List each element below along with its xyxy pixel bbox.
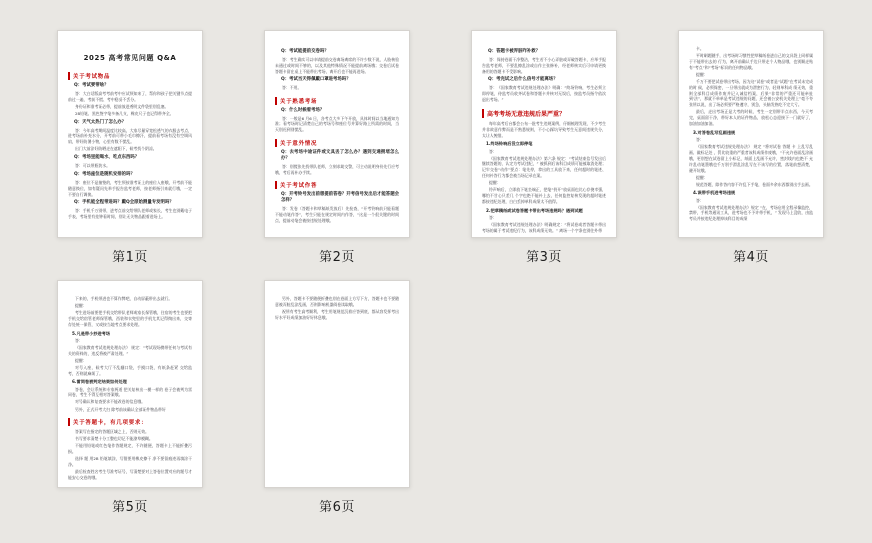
- document-page-2[interactable]: [264, 30, 410, 238]
- body-text: 最后检查姓名考生号准考证号，写清楚要对上答卷位置对应的题号才能安心交卷的哦。: [68, 468, 192, 480]
- body-text: 祝所有考生高考顺利，考生用笔规范沉着应答到底，都从容发挥考出好水平好成绩加油好好休息哦。: [275, 308, 399, 320]
- numbered-point: 2.把草稿纸或试卷答题卡带出考场违规吗？遇到试题: [486, 207, 583, 213]
- question-line: Q：考场座位是随机安排的吗？: [74, 171, 135, 177]
- section-heading: 关于答题卡，有几项要求：: [68, 418, 192, 426]
- body-text: 选择 题 用2B 铅笔填涂，写错要用橡皮擦干 净不要留痕迹再填涂干净。: [68, 455, 192, 467]
- section-heading: 关于考试作答: [275, 181, 399, 189]
- question-line: Q：考试要带啥？: [74, 83, 109, 88]
- body-text: 另外，正式开考大扫 除考前该确认全部证件物品带好: [75, 406, 166, 412]
- page-thumbnail-1: [57, 30, 203, 265]
- page-thumbnail-6: [264, 280, 410, 515]
- body-text: 提醒：: [75, 303, 87, 309]
- section-heading: 关于意外情况: [275, 139, 399, 147]
- question-line: Q：考完试之后什么信号才能离场？: [488, 77, 558, 83]
- document-page-3[interactable]: [471, 30, 617, 238]
- body-text: 另外，答题卡不要随便折叠也别在卷面上方写下方，答题卡也不要随意被弄脏乱涂乱画，否则影响机器阅卷读取哦。: [275, 296, 399, 307]
- page-label-4: 第4页: [733, 250, 769, 265]
- body-text: 答：保持卷面干净整洁，考生若不小心弄脏或弄破答题卡，应举手报告监考老师，不要乱擦乱涂或自作主张修补，经老师核实后可申请更换备用的答题卡不受影响。: [482, 56, 606, 74]
- body-text: 答：可以带瓶装水。: [75, 163, 111, 169]
- body-text: 《国家教育考试违规处理办法》 规定 “将对试卷 答题 卡 上乱写乱 画、做标记处 ，罚比较重的严重者该科成绩作废哦，“不允许卷面乱涂画 哦，更别想在试卷留上小标记，纸面上乱画不允许，密封线内也绝不 允许乱动笔墨哦也千万别手滑乱涂乱写在不该写的位置，落笔前想清楚，避开坑哦。: [689, 144, 813, 173]
- question-line: Q：答题卡被弄脏咋补救？: [488, 49, 541, 54]
- document-page-5[interactable]: [57, 280, 203, 488]
- body-text: 考生进场前要把手机交给带队老师或家长保管哦，住宿的考生也要把手机交给宿管老师保管哦，西装和衣兜里的手机尤其记得掏出来，交寄存处统一保管，又或按当地考点要求处理。: [68, 310, 192, 327]
- body-text: 千万不要把试卷带出考场，因为这“试卷”或者是“试题”在考试未完成的时 候，必须保密，一旦带出就成为泄密行为，轻则单科成 绩无效，重则全部科目成绩作废并记入诚信档案，后果“非常的严重还可能牵扯到'法”，那就不单单是考试违规的问题，还会被公安机关处理上”毫不夸张所以说，出了场必须要严格遵守，别急，头脑发热吃不完大亏。: [689, 78, 813, 108]
- page-label-5: 第5页: [112, 500, 148, 515]
- question-line: Q：考场里能喝水、吃点东西吗？: [74, 155, 140, 161]
- body-text: 答：: [696, 197, 704, 203]
- body-text: 下来的，手机带进也不算作弊吧，自动屏蔽带出去就行。: [75, 296, 173, 301]
- page-thumbnail-4: [678, 30, 824, 265]
- body-text: 答：今年高考期间温度比较高，大家尽量穿宽松透气的衣服去考点，进考场前补充水分，开考前可带小毛巾擦汗，提前看考场有没有空调风扇，带好防暑小物，心里有数不慌乱。: [68, 127, 192, 145]
- question-line: Q：手机能全程带进吗？戴Q全原始测量专发明吗？: [74, 200, 174, 206]
- page-label-6: 第6页: [319, 500, 355, 515]
- document-page-1[interactable]: [57, 30, 203, 238]
- body-text: 《国家教育考试违规处理办法》规定 “在，考场启用全程录像监控，禁带，手机等通讯工具，进考场也不予许带手机，” 发现马上没收，由监考员并按违纪处理掉该科目的成绩: [689, 204, 813, 222]
- page-thumbnail-3: [471, 30, 617, 265]
- body-text: 《国家教育考试违规处理办法》 规定：“考试现场携带任何与考试有关的资料的，违反将被严肃处理。”: [68, 344, 192, 356]
- body-text: 答：大白话版高考考前考中应试须知来了，帮你和孩子把关键节点提前过一遍，考前不慌、考中稳妥不丢分。: [68, 90, 192, 102]
- body-text: 出门大前涂好防晒走在遮阳下，候考找个阴凉。: [75, 146, 157, 152]
- body-text: 书写要求清楚十分工整也切记不能潦草模糊。: [75, 435, 153, 441]
- body-text: 答：《国家教育考试违规处理办法》明确：“终场铃响，考生必须立即停笔，待监考员收齐试卷和答题卡并核对无误后，按监考员指令依次退出考场。”: [482, 85, 606, 103]
- body-text: 对号确认和复查要求不能改卷的信息哦。: [75, 399, 146, 405]
- body-text: 答：: [75, 337, 83, 343]
- body-text: 对号入座，候考大厅不乱翻口袋，手摸口袋，有纸条赶紧 交给监考，否则就麻烦了。: [68, 364, 192, 376]
- body-text: 提醒：: [489, 180, 501, 186]
- body-text: 提醒：: [696, 71, 708, 77]
- numbered-point: 1.终场铃响后没立即停笔: [486, 141, 533, 147]
- body-text: 答：别慌张先找带队老师，立刻求助交警，可主动说明身份先行应考哦，考后再补办手续。: [275, 163, 399, 175]
- body-text: 答：: [489, 214, 497, 220]
- page-label-2: 第2页: [319, 250, 355, 265]
- body-text: 卡。: [696, 46, 704, 51]
- body-text: 答：手机千万别带，进考点前交给带队老师或家长，考生也别戴电子手表，考场里有挂钟看时间，别让无关物品跟着进场上。: [68, 208, 192, 220]
- body-text: 答：发卷（答题卡和草稿纸发放后）先检查，“开考铃响前只能看题不能动笔作答”，考生只能在规定时间内作答，“这是一个很关键的时间点，提前动笔会被按违规处理哦。: [275, 206, 399, 224]
- body-text: 答：考生确实可以申请提前交卷离场离席的不许少数不说，人脸核验未通过或时间不够的，以及其他特殊情况不能提前离场哦；交卷后试卷答题卡留在桌上不能带出考场，离开后也不能再进场。: [275, 56, 399, 74]
- body-text: 答卷，会让系统和专家两道 把关复核出一模一样的 卷子会被判为雷同卷，考生不得互相对答案哦。: [68, 386, 192, 398]
- section-heading: 关于熟悉考场: [275, 97, 399, 105]
- body-text: 身份证和准考证必带，提前放进透明文件袋里别乱塞。: [75, 103, 169, 109]
- body-text: 提醒：: [75, 357, 87, 363]
- body-text: 提醒：: [696, 174, 708, 180]
- question-line: Q：什么时候看考场？: [281, 107, 325, 113]
- numbered-point: 3.对答卷乱写乱画违规: [693, 129, 736, 135]
- body-text: 每年高考后台都会公布一批考生违规案例，仔细梳理发现，不少考生并非故意作弊而是不熟悉规则，不小心踩坑导致考生无意间违规失分，太让人惋惜。: [482, 120, 606, 138]
- body-text: 答：不用。: [282, 85, 302, 91]
- body-text: 不能用铅笔或红色笔作答题规定，不许随便，答题卡上不能折叠污损。: [68, 442, 192, 454]
- body-text: 2B铅笔、黑色签字笔多备几支，橡皮尺子也记得带齐全。: [75, 110, 174, 116]
- body-text: 《国家教育考试违规处理办法》第六条 规定：“考试结束信号发出后继续答题的，认定为考试违纪，” 被抓到后该科目成绩可能被取消处理；记牢交卷“动作”要点：笔先停，拿出的工具放下来，任何超时的笔迹、任何补答行为都会被当场记录在案。: [482, 155, 606, 179]
- body-text: 最后，走出考场正是大考的时候，考生一定别带半点东西，今天考完，桌面留干净，带好本人的证件物品，放松心态迎接下一门就好了，加油加油加油。: [689, 109, 813, 127]
- question-line: Q：开考铃号发出前想提前答卷？开考信号发出后才能答题会怎样？: [281, 192, 399, 204]
- page-thumbnail-2: [264, 30, 410, 265]
- document-page-4[interactable]: [678, 30, 824, 238]
- doc-title: 2025 高考常见问题 Q&A: [83, 54, 177, 62]
- body-text: 平时刷题随手，出考场时习惯性把草稿纸卷进自己的文具袋上同样属于不能带出去的 行为，离开前确认手边只带走个人物品哦，也别顺走贴有“考点”和“考场”标识的任何物品哦。: [689, 53, 813, 70]
- body-text: 答：座位不是抽签的，考生须按准考证上的座位入座哦，开考前不能随意换位，如有疑问先举手报告监考老师，按老师指引来就行哦，一定不要自行调换。: [68, 179, 192, 197]
- body-text: 答：: [696, 137, 704, 143]
- question-line: Q：考试当天得佩戴口罩进考场吗？: [281, 77, 351, 83]
- document-page-6[interactable]: [264, 280, 410, 488]
- body-text: 铃声响后，立即放下笔坐端正，把笔“扔开”放桌面也比心存侥幸强，哪怕不甘心只差几 个字也绝不能补上去，任何监控复核发现的超时笔迹都按违纪处理，白白丢掉单科成绩太不值得。: [482, 187, 606, 205]
- body-text: 规范答题，除作答内容不许乱下手笔，卷面多余东西都别出手去画。: [696, 181, 813, 187]
- numbered-point: 5.凡是带小抄进考场: [72, 330, 111, 336]
- section-heading: 关于考试物品: [68, 72, 192, 80]
- page-label-3: 第3页: [526, 250, 562, 265]
- body-text: 答：: [489, 148, 497, 154]
- body-text: 《国家教育考试违规处理办法》明确规定：“将试卷或者答题卡带出考场的属于考试违纪行为，该科成绩无效。” 离场一个字条也别往外带: [482, 222, 606, 233]
- question-line: Q：天气太热门了怎么办？: [74, 119, 127, 125]
- body-text: 答案写在指定的答题区域之上，否则无效。: [75, 428, 149, 434]
- numbered-point: 4.误带手机进考场违规: [693, 190, 736, 196]
- body-text: 答：一般是6 月6 日，各考点大多下午开放，具体时间以当地通知为准；看考场时记清楚自己的考场号和座位号并算好路上所需的时间，当天别迟到别慌乱。: [275, 115, 399, 133]
- question-line: Q：考试能提前交卷吗？: [281, 49, 329, 54]
- highlight-question: 高考考场无意违规后果严重？: [482, 109, 606, 118]
- numbered-point: 6.雷同卷被判定结果如何处理: [72, 379, 127, 385]
- page-label-1: 第1页: [112, 250, 148, 265]
- page-thumbnail-5: [57, 280, 203, 515]
- question-line: Q：去考场中途证件或文具丢了怎么办？遇到交通拥堵怎么办？: [281, 149, 399, 162]
